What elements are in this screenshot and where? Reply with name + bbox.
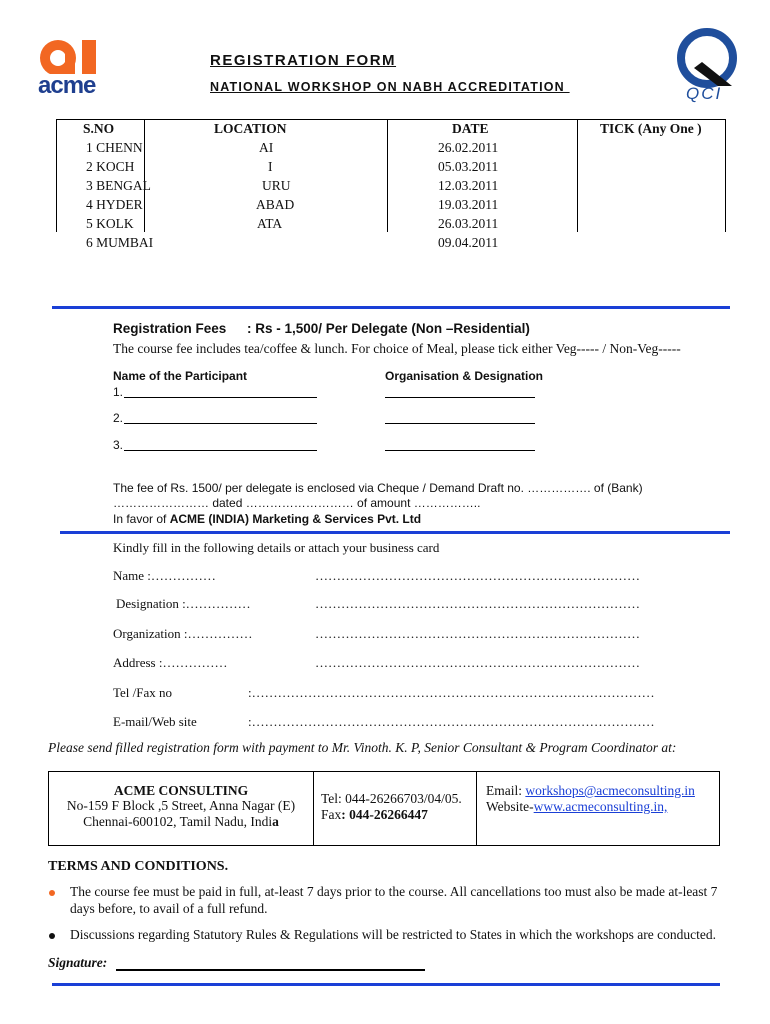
header-sno: S.NO	[83, 121, 115, 136]
tel-fax-field[interactable]: :…………………………………………………………………………………	[248, 685, 655, 700]
header-location: LOCATION	[214, 121, 287, 136]
name-label: Name :……………	[113, 568, 216, 583]
payment-line-1: The fee of Rs. 1500/ per delegate is enclosed via Cheque / Demand Draft no. ……………. of (Bank)	[113, 481, 643, 495]
fees-label: Registration Fees	[113, 321, 227, 336]
website-link[interactable]: www.acmeconsulting.in,	[533, 799, 668, 814]
contact-tel: Tel: 044-26266703/04/05.	[321, 791, 462, 806]
terms-heading: TERMS AND CONDITIONS.	[48, 859, 229, 874]
contact-email: Email: workshops@acmeconsulting.in	[486, 783, 695, 798]
participant-1-name-field[interactable]	[124, 385, 317, 398]
divider	[52, 983, 720, 986]
bullet-icon	[49, 890, 55, 896]
acme-logo-text: acme	[38, 72, 96, 99]
bullet-icon	[49, 933, 55, 939]
participant-name-header: Name of the Participant	[113, 369, 248, 383]
email-web-field[interactable]: :…………………………………………………………………………………	[248, 714, 655, 729]
email-link[interactable]: workshops@acmeconsulting.in	[525, 783, 695, 798]
participant-3-number: 3.	[113, 438, 124, 452]
participant-org-header: Organisation & Designation	[385, 369, 544, 383]
address-field[interactable]: …………………………………………………………………	[315, 655, 640, 670]
contact-website: Website-www.acmeconsulting.in,	[486, 799, 668, 814]
company-address-1: No-159 F Block ,5 Street, Anna Nagar (E)	[66, 798, 296, 813]
designation-field[interactable]: …………………………………………………………………	[315, 596, 640, 611]
fees-note: The course fee includes tea/coffee & lunch. For choice of Meal, please tick either Veg----- / Non-Veg-----	[113, 341, 681, 356]
participant-2-number: 2.	[113, 411, 124, 425]
organization-field[interactable]: …………………………………………………………………	[315, 626, 640, 641]
header-date: DATE	[452, 121, 489, 136]
contact-box	[48, 771, 720, 846]
send-note: Please send filled registration form with payment to Mr. Vinoth. K. P, Senior Consultant & Program Coordinator at:	[48, 740, 677, 755]
divider	[52, 306, 730, 309]
qci-logo-mark	[672, 28, 742, 88]
participant-3-name-field[interactable]	[124, 438, 317, 451]
acme-logo	[36, 38, 112, 100]
name-field[interactable]: …………………………………………………………………	[315, 568, 640, 583]
company-name: ACME CONSULTING	[113, 783, 249, 798]
participant-1-number: 1.	[113, 385, 124, 399]
signature-field[interactable]	[116, 957, 425, 971]
designation-label: Designation :……………	[116, 596, 251, 611]
participant-2-name-field[interactable]	[124, 411, 317, 424]
address-label: Address :……………	[113, 655, 228, 670]
participant-3-org-field[interactable]	[385, 438, 535, 451]
location-table: S.NO LOCATION DATE TICK (Any One ) 1 CHENN AI 26.02.2011 2 KOCH I 05.03.2011 3 BENGAL URU 12.03.2011 4 HYDER ABAD 19.03.2011 5 KOLK ATA 26.03.2011 6 MUMBAI 09.04.2011	[56, 119, 726, 232]
signature-label: Signature:	[48, 955, 108, 970]
divider	[60, 531, 730, 534]
fees-value: : Rs - 1,500/ Per Delegate (Non –Residential)	[247, 321, 530, 336]
qci-logo	[672, 28, 742, 104]
payment-line-3: In favor of ACME (INDIA) Marketing & Services Pvt. Ltd	[113, 512, 422, 526]
participant-2-org-field[interactable]	[385, 411, 535, 424]
terms-item-1-line-1: The course fee must be paid in full, at-least 7 days prior to the course. All cancellations too must also be made at-least 7	[70, 884, 718, 899]
payment-line-2: …………………… dated ……………………… of amount ……………..	[113, 496, 481, 510]
terms-item-1-line-2: days before, to avail of a full refund.	[70, 901, 268, 916]
form-title: REGISTRATION FORM	[210, 52, 397, 69]
contact-fax: Fax: 044-26266447	[321, 807, 428, 822]
terms-item-2: Discussions regarding Statutory Rules & Regulations will be restricted to States in which the workshops are conducted.	[70, 927, 717, 942]
qci-logo-text: QCI	[686, 84, 723, 103]
participant-1-org-field[interactable]	[385, 385, 535, 398]
email-web-label: E-mail/Web site	[113, 714, 197, 729]
header-tick: TICK (Any One )	[600, 121, 702, 136]
organization-label: Organization :……………	[113, 626, 253, 641]
details-intro: Kindly fill in the following details or attach your business card	[113, 540, 440, 555]
payee-name: ACME (INDIA) Marketing & Services Pvt. Ltd	[169, 512, 422, 526]
company-address-2: Chennai-600102, Tamil Nadu, India	[83, 814, 279, 829]
tel-fax-label: Tel /Fax no	[113, 685, 173, 700]
form-subtitle: NATIONAL WORKSHOP ON NABH ACCREDITATION	[210, 80, 570, 94]
